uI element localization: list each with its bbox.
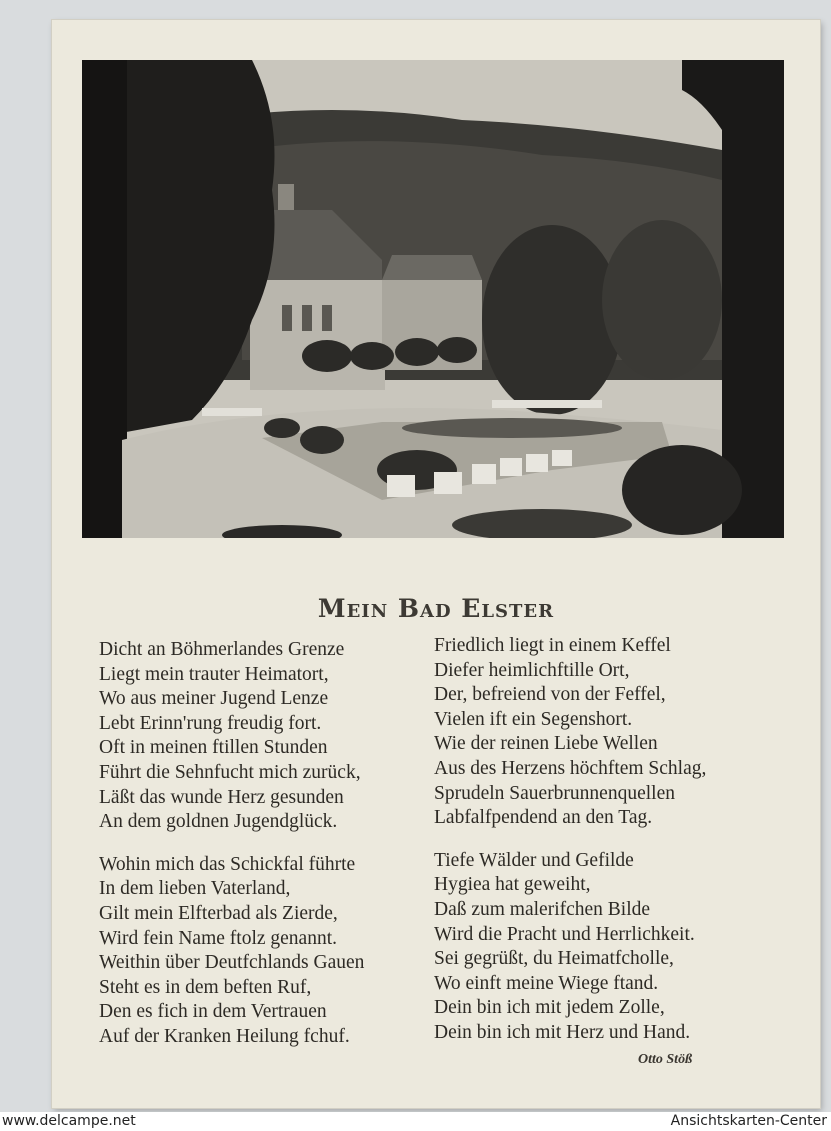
poem-line: Auf der Kranken Heilung fchuf. (99, 1025, 350, 1047)
poem-line: An dem goldnen Jugendglück. (99, 811, 338, 833)
poem-line: Oft in meinen ftillen Stunden (99, 737, 328, 759)
poem-line: Aus des Herzens höchftem Schlag, (434, 757, 707, 779)
poem-line: Weithin über Deutfchlands Gauen (99, 952, 365, 974)
poem-line: Sei gegrüßt, du Heimatfcholle, (434, 948, 674, 970)
poem-line: Den es fich in dem Vertrauen (99, 1001, 327, 1023)
poem-line: Tiefe Wälder und Gefilde (434, 849, 634, 871)
poem-line: Lebt Erinn'rung freudig fort. (99, 712, 322, 734)
poem-line: Daß zum malerifchen Bilde (434, 898, 651, 920)
poem-line: Liegt mein trauter Heimatort, (99, 663, 329, 685)
poem-line: Wie der reinen Liebe Wellen (434, 733, 658, 755)
stanza (434, 634, 706, 831)
poem-line: Dein bin ich mit jedem Zolle, (434, 997, 665, 1019)
poem-line: Gilt mein Elfterbad als Zierde, (99, 902, 338, 924)
poem-line: Steht es in dem beften Ruf, (99, 976, 312, 998)
poem-line: Dicht an Böhmerlandes Grenze (99, 639, 345, 660)
poem-title: Mein Bad Elster (317, 594, 555, 623)
source-site-label: www.delcampe.net (2, 1113, 136, 1129)
poem-line: Diefer heimlichftille Ort, (434, 659, 630, 681)
stanza (99, 638, 364, 835)
stanza (99, 853, 364, 1050)
poem-line: Wo aus meiner Jugend Lenze (99, 688, 329, 710)
poem-line: Labfalfpendend an den Tag. (434, 807, 653, 829)
postcard (52, 20, 820, 1108)
poem-line: Führt die Sehnfucht mich zurück, (99, 761, 361, 783)
poem-line: Wohin mich das Schickfal führte (99, 853, 356, 875)
seller-label: Ansichtskarten-Center (670, 1113, 827, 1129)
watermark-bar (0, 1112, 831, 1131)
stanza (434, 849, 706, 1046)
poem-line: Läßt das wunde Herz gesunden (99, 786, 344, 808)
poem-line: Vielen ift ein Segenshort. (434, 708, 633, 730)
poem-line: Wird die Pracht und Herrlichkeit. (434, 923, 695, 945)
poem-author: Otto Stöß (638, 1052, 693, 1067)
poem-line: Wird fein Name ftolz genannt. (99, 927, 337, 949)
poem-line: Wo einft meine Wiege ftand. (434, 972, 659, 994)
spa-garden-photo (82, 60, 784, 538)
poem-line: Hygiea hat geweiht, (434, 874, 591, 896)
poem-line: In dem lieben Vaterland, (99, 878, 291, 900)
poem-right-column (434, 634, 706, 1064)
poem-line: Der, befreiend von der Feffel, (434, 684, 666, 706)
poem-line: Friedlich liegt in einem Keffel (434, 635, 671, 656)
poem-line: Dein bin ich mit Herz und Hand. (434, 1021, 691, 1043)
poem-line: Sprudeln Sauerbrunnenquellen (434, 782, 675, 804)
poem-left-column (99, 638, 364, 1068)
